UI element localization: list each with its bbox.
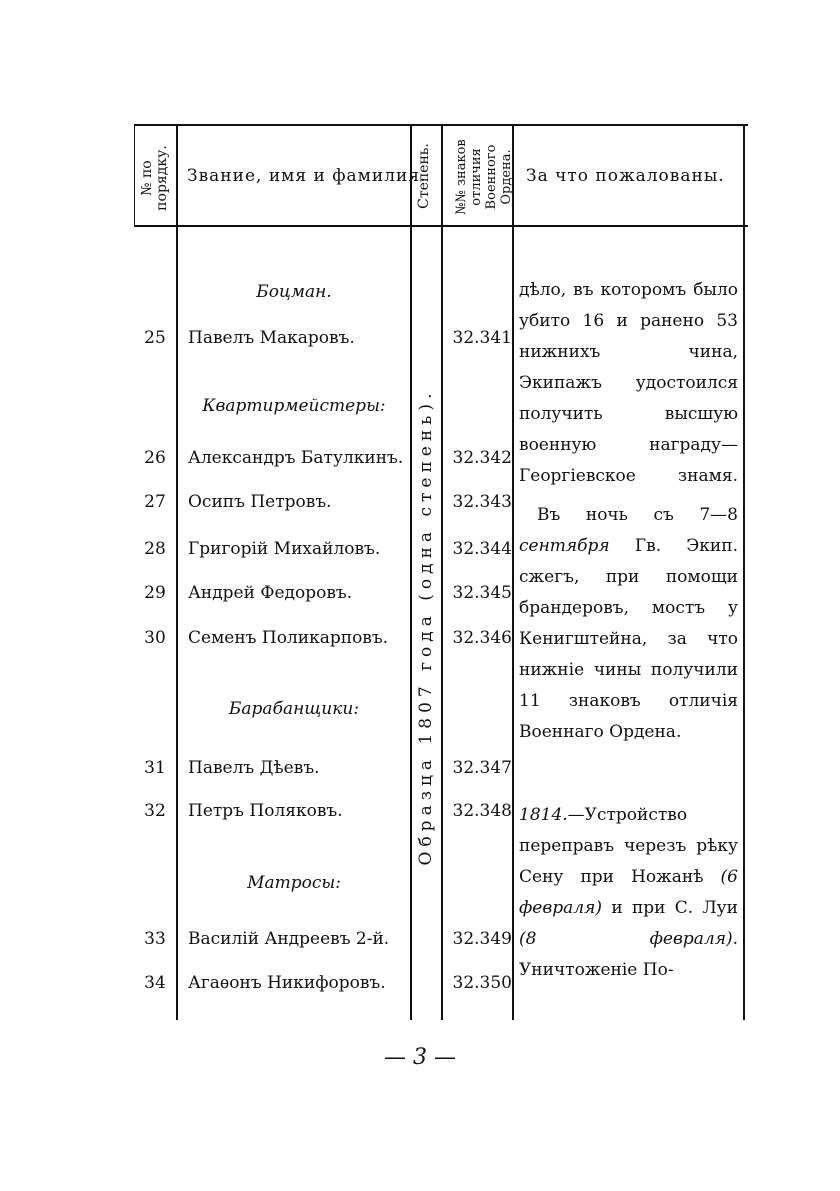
degree-label: Образца 1807 года (одна степень). xyxy=(416,388,436,866)
header-rule-left xyxy=(134,124,135,227)
row-name: Петръ Поляковъ. xyxy=(188,801,343,821)
row-badge: 32.345 xyxy=(452,583,512,603)
column-rule-right xyxy=(743,124,745,1020)
section-drummers: Барабанщики: xyxy=(228,699,360,719)
row-name: Агаѳонъ Никифоровъ. xyxy=(188,973,386,993)
header-reason: За что пожалованы. xyxy=(526,166,725,186)
row-badge: 32.341 xyxy=(452,328,512,348)
row-name: Павелъ Макаровъ. xyxy=(188,328,355,348)
column-rule-3 xyxy=(441,124,443,1020)
description-paragraph: Въ ночь съ 7—8 сентября Гв. Экип. сжегъ, при помощи брандеровъ, мостъ у Кенигштейна, за что нижніе чины получили 11 знаковъ отличія Военнаго Ордена. xyxy=(519,505,738,742)
row-name: Семенъ Поликарповъ. xyxy=(188,628,389,648)
description-block-2 xyxy=(519,800,738,986)
row-badge: 32.344 xyxy=(452,539,512,559)
row-number: 28 xyxy=(144,539,166,559)
section-quartermasters: Квартирмейстеры: xyxy=(202,396,386,416)
row-name: Павелъ Дѣевъ. xyxy=(188,758,320,778)
row-number: 25 xyxy=(144,328,166,348)
row-number: 34 xyxy=(144,973,166,993)
row-badge: 32.342 xyxy=(452,448,512,468)
row-badge: 32.347 xyxy=(452,758,512,778)
section-boatswain: Боцман. xyxy=(256,282,332,302)
row-number: 30 xyxy=(144,628,166,648)
row-name: Андрей Федоровъ. xyxy=(188,583,353,603)
header-name: Звание, имя и фамилия. xyxy=(187,166,427,186)
row-number: 33 xyxy=(144,929,166,949)
row-number: 27 xyxy=(144,492,166,512)
row-number: 31 xyxy=(144,758,166,778)
header-badge: №№ знаков отличия Военного Ордена. xyxy=(454,139,514,215)
row-badge: 32.343 xyxy=(452,492,512,512)
description-block-1 xyxy=(519,275,738,748)
row-badge: 32.350 xyxy=(452,973,512,993)
row-name: Василій Андреевъ 2-й. xyxy=(188,929,390,949)
page-number: — 3 — xyxy=(384,1045,456,1070)
column-rule-4 xyxy=(512,124,514,1020)
description-paragraph: 1814.—Устройство переправъ черезъ рѣку Сену при Ножанѣ (6 февраля) и при С. Луи (8 февраля). Уничтоженіе По- xyxy=(519,805,739,980)
row-badge: 32.346 xyxy=(452,628,512,648)
row-number: 32 xyxy=(144,801,166,821)
row-badge: 32.349 xyxy=(452,929,512,949)
row-name: Александръ Батулкинъ. xyxy=(188,448,404,468)
row-number: 29 xyxy=(144,583,166,603)
row-number: 26 xyxy=(144,448,166,468)
header-degree: Степень. xyxy=(416,143,432,209)
column-rule-2 xyxy=(410,124,412,1020)
row-badge: 32.348 xyxy=(452,801,512,821)
row-name: Григорій Михайловъ. xyxy=(188,539,381,559)
row-name: Осипъ Петровъ. xyxy=(188,492,332,512)
header-number: № по порядку. xyxy=(139,145,170,211)
section-sailors: Матросы: xyxy=(247,873,341,893)
description-paragraph: дѣло, въ которомъ было убито 16 и ранено 53 нижнихъ чина, Экипажъ удостоился получить высшую военную награду—Георгіевское знамя. xyxy=(519,280,738,486)
